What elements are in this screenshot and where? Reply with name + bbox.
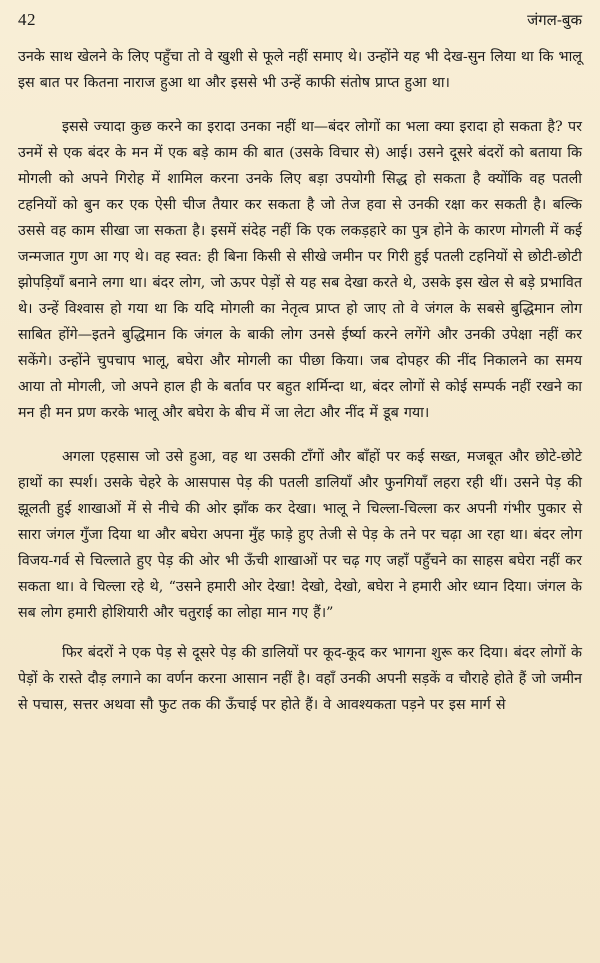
running-title: जंगल-बुक — [527, 11, 582, 29]
paragraph-1: उनके साथ खेलने के लिए पहुँचा तो वे खुशी से फूले नहीं समाए थे। उन्होंने यह भी देख-सुन लिया था कि भालू इस बात पर कितना नाराज हुआ था और इससे भी उन्हें काफी संतोष प्राप्त हुआ था। — [18, 49, 582, 91]
paragraph-2: इससे ज्यादा कुछ करने का इरादा उनका नहीं था—बंदर लोगों का भला क्या इरादा हो सकता है? पर उनमें से एक बंदर के मन में एक बड़े काम की बात (उसके विचार से) आई। उसने दूसरे बंदरों को बताया कि मोगली को अपने गिरोह में शामिल करना उनके लिए बड़ा उपयोगी सिद्ध हो सकता है क्योंकि वह पतली टहनियों को बुन कर एक ऐसी चीज तैयार कर सकता है जो तेज हवा से उनकी रक्षा कर सकती है। बल्कि उससे वह काम सीखा जा सकता है। इसमें संदेह नहीं कि एक लकड़हारे का पुत्र होने के कारण मोगली में कई जन्मजात गुण आ गए थे। वह स्वत: ही बिना किसी से सीखे जमीन पर गिरी हुई पतली टहनियों से छोटी-छोटी झोपड़ियाँ बनाने लगा था। बंदर लोग, जो ऊपर पेड़ों से यह सब देखा करते थे, उसके इस खेल से बड़े प्रभावित थे। उन्हें विश्वास हो गया था कि यदि मोगली का नेतृत्व प्राप्त हो जाए तो वे जंगल के सबसे बुद्धिमान लोग साबित होंगे—इतने बुद्धिमान कि जंगल के बाकी लोग उनसे ईर्ष्या करने लगेंगे और उनकी उपेक्षा नहीं कर सकेंगे। उन्होंने चुपचाप भालू, बघेरा और मोगली का पीछा किया। जब दोपहर की नींद निकालने का समय आया तो मोगली, जो अपने हाल ही के बर्ताव पर बहुत शर्मिन्दा था, बंदर लोगों से कोई सम्पर्क नहीं रखने का मन ही मन प्रण करके भालू और बघेरा के बीच में जा लेटा और नींद में डूब गया। — [18, 119, 582, 421]
paragraph-4: फिर बंदरों ने एक पेड़ से दूसरे पेड़ की डालियों पर कूद-कूद कर भागना शुरू कर दिया। बंदर लोगों के पेड़ों के रास्ते दौड़ लगाने का वर्णन करना आसान नहीं है। वहाँ उनकी अपनी सड़कें व चौराहे होते हैं जो जमीन से पचास, सत्तर अथवा सौ फुट तक की ऊँचाई पर होते हैं। वे आवश्यकता पड़ने पर इस मार्ग से — [18, 645, 582, 713]
page-number: 42 — [18, 10, 36, 29]
paragraph-3: अगला एहसास जो उसे हुआ, वह था उसकी टाँगों और बाँहों पर कई सख्त, मजबूत और छोटे-छोटे हाथों का स्पर्श। उसके चेहरे के आसपास पेड़ की पतली डालियाँ और फुनगियाँ लहरा रही थीं। उसने पेड़ की झूलती हुई शाखाओं में से नीचे की ओर झाँक कर देखा। भालू ने चिल्ला-चिल्ला कर अपनी गंभीर पुकार से सारा जंगल गुँजा दिया था और बघेरा अपना मुँह फाड़े हुए तेजी से पेड़ के तने पर चढ़ा आ रहा था। बंदर लोग विजय-गर्व से चिल्लाते हुए पेड़ की ओर भी ऊँची शाखाओं पर चढ़ गए जहाँ पहुँचने का साहस बघेरा नहीं कर सकता था। वे चिल्ला रहे थे, “उसने हमारी ओर देखा! देखो, देखो, बघेरा ने हमारी ओर ध्यान दिया। जंगल के सब लोग हमारी होशियारी और चतुराई का लोहा मान गए हैं।” — [18, 449, 582, 621]
page-header — [18, 10, 582, 42]
body-text — [18, 44, 582, 718]
